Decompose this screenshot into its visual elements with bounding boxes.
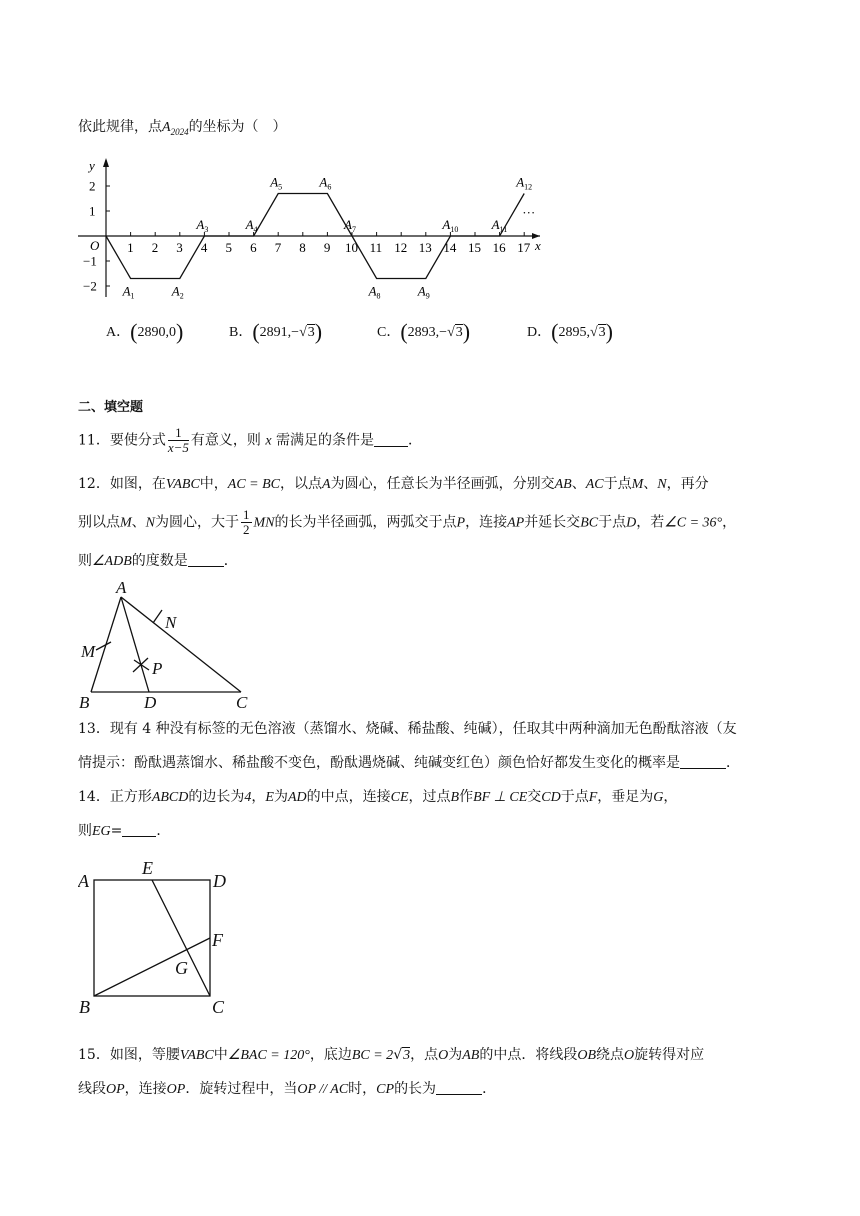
q11-num: 11．要使分式	[78, 432, 166, 449]
q14-text: ，过点	[408, 789, 451, 805]
q12-side-ac	[121, 597, 241, 692]
q15-text: ．旋转过程中，当	[185, 1081, 298, 1097]
q12-frac-den: 2	[243, 522, 250, 537]
point-label-sub: 12	[524, 182, 533, 192]
q14-math: F	[588, 790, 598, 805]
q12-math: M	[120, 515, 132, 531]
q12-math: BC	[580, 515, 599, 531]
x-tick-label: 2	[151, 240, 159, 255]
q11-fraction	[168, 426, 189, 455]
choice-d-label: D．	[527, 325, 552, 340]
q11-answer-blank[interactable]	[374, 432, 408, 447]
q14-math: AD	[287, 790, 307, 805]
q14-text: 的边长为	[188, 789, 245, 805]
q12-text: ，	[722, 514, 737, 531]
q12-text: 、	[131, 514, 146, 531]
point-label-sub: 7	[351, 225, 356, 234]
point-label-a6: $A_6$	[319, 174, 332, 192]
q14-text: ，	[251, 789, 266, 805]
q12-label-c: C	[236, 693, 248, 712]
q15-text: 的中点．将线段	[479, 1047, 578, 1063]
q12-text: 、	[571, 476, 586, 492]
q12-label-n: N	[165, 613, 177, 632]
y-tick-label: 1	[89, 203, 96, 219]
q14-math: BF ⊥ CE	[473, 790, 528, 805]
q12-math: ∠ADB	[92, 554, 132, 569]
q14-line1	[78, 787, 677, 808]
q12-text: 、	[643, 476, 658, 492]
q14-text: ，	[663, 789, 678, 805]
q14-math: 4	[244, 790, 252, 805]
q15-math: BC = 2	[351, 1048, 394, 1063]
q15-text: 中	[213, 1047, 228, 1063]
q14-math: EG	[92, 824, 111, 839]
point-label-sub: 1	[130, 291, 135, 301]
q11-frac-den: x−5	[167, 440, 189, 455]
q15-math: 3	[403, 1048, 411, 1063]
q15-math: O	[438, 1048, 449, 1063]
q15-math: ∠BAC = 120°	[227, 1048, 310, 1063]
choice-c-label: C．	[377, 325, 401, 340]
q12-math: ∠C = 36°	[664, 515, 723, 531]
q12-line3	[78, 551, 238, 572]
q14-line2	[78, 821, 170, 842]
q15-text: 线段	[78, 1081, 106, 1097]
q11-end: ．	[408, 432, 422, 449]
q14-label-e: E	[142, 858, 153, 878]
choice-a-y: 0	[168, 325, 176, 340]
q14-text: 的中点，连接	[306, 789, 391, 805]
q15-math: OP	[166, 1082, 186, 1097]
q12-math: N	[657, 477, 667, 492]
q12-label-d: D	[144, 693, 157, 712]
q10-stem	[78, 117, 287, 142]
q14-text: ．	[156, 823, 171, 839]
q12-math: M	[631, 477, 644, 492]
q14-label-f: F	[212, 930, 223, 950]
q11-var: x	[265, 433, 272, 449]
q14-text: =	[110, 823, 123, 839]
q10-stem-point: A	[162, 120, 171, 135]
q12-text: 的度数是	[131, 553, 188, 569]
x-tick-label: 10	[345, 240, 358, 255]
q12-text: 为圆心，大于	[155, 514, 240, 531]
q12-text: ，若	[636, 514, 665, 531]
choice-c-y: 3	[455, 325, 463, 340]
q12-text: 于点	[603, 476, 632, 492]
q10-stem-suffix: 的坐标为（ ）	[188, 119, 287, 135]
q15-math: OP	[106, 1082, 125, 1097]
q14-math: CD	[541, 790, 561, 805]
q14-text: 为	[273, 789, 288, 805]
q11-frac-num: 1	[168, 426, 189, 441]
q15-answer-blank[interactable]	[436, 1080, 482, 1095]
choice-d-y: 3	[598, 325, 606, 340]
q12-label-p: P	[152, 659, 163, 678]
q10-coordinate-graph	[78, 152, 558, 302]
q13-line1: 13．现有 4 种没有标签的无色溶液（蒸馏水、烧碱、稀盐酸、纯碱），任取其中两种滴加无色酚酞溶液（友	[78, 721, 737, 737]
x-axis-label: x	[535, 238, 541, 253]
q11-tail: 需满足的条件是	[276, 432, 374, 449]
q12-math: A	[322, 477, 331, 492]
q15-text: ，连接	[124, 1081, 167, 1097]
section-title: 二、填空题	[78, 400, 144, 415]
q15-math: OP // AC	[297, 1082, 349, 1097]
ellipsis: …	[522, 201, 536, 217]
y-axis-label: y	[89, 158, 95, 173]
x-tick-label: 16	[492, 240, 506, 255]
point-label-a1: $A_1$	[122, 283, 135, 301]
choice-a-label: A．	[106, 325, 131, 340]
q12-text: ，连接	[465, 514, 508, 531]
q12-math: P	[456, 515, 466, 531]
q15-line2	[78, 1079, 496, 1100]
q15-text: 旋转得对应	[634, 1047, 705, 1063]
q12-arc-n	[153, 610, 162, 623]
q12-line1	[78, 474, 709, 495]
point-label-sub: 11	[499, 225, 508, 234]
x-tick-label: 14	[443, 240, 457, 255]
q12-math: AC	[585, 477, 604, 492]
x-tick-label: 3	[176, 240, 183, 255]
x-tick-label: 6	[250, 240, 257, 255]
q12-text: 则	[78, 553, 92, 569]
q14-math: B	[450, 790, 460, 805]
x-tick-label: 4	[200, 240, 208, 255]
q14-label-a: A	[78, 871, 89, 891]
point-label-a12: $A_{12}$	[516, 174, 533, 192]
q14-text: 交	[527, 789, 542, 805]
choice-c-x: 2893	[407, 325, 436, 340]
q14-answer-blank[interactable]	[122, 822, 156, 837]
q13-text: 情提示：酚酞遇蒸馏水、稀盐酸不变色，酚酞遇烧碱、纯碱变红色）颜色恰好都发生变化的概率是	[78, 755, 680, 771]
point-label-a7: $A_7$	[344, 217, 356, 234]
choice-a-x: 2890	[137, 325, 166, 340]
point-label-sub: 6	[327, 182, 332, 192]
x-tick-label: 9	[323, 240, 331, 255]
q12-label-m: M	[81, 642, 96, 661]
point-label-a8: $A_8$	[368, 283, 381, 301]
point-label-a9: $A_9$	[417, 283, 430, 301]
q14-text: ，垂足为	[597, 789, 654, 805]
q15-math: AB	[462, 1048, 480, 1063]
q12-math: AB	[554, 477, 572, 492]
q14-text: 于点	[560, 789, 589, 805]
q15-text: ，底边	[309, 1047, 352, 1063]
choice-c[interactable]: C．(2893,−√3)	[377, 319, 471, 344]
choice-d[interactable]: D．(2895,√3)	[527, 319, 613, 344]
q12-text: ，再分	[666, 476, 709, 492]
y-axis-arrow	[103, 158, 109, 167]
point-label-sub: 4	[253, 225, 258, 234]
q14-text: 作	[459, 789, 474, 805]
q14-square	[94, 880, 210, 996]
q10-stem-sub: 2024	[170, 126, 189, 137]
q15-math: VABC	[179, 1048, 214, 1063]
y-tick-label: −1	[83, 253, 97, 269]
q14-segment-ce	[152, 880, 210, 996]
point-label-a10: $A_{10}$	[442, 217, 459, 234]
x-tick-label: 11	[369, 240, 383, 255]
q12-math: N	[145, 515, 156, 531]
q12-math: AC = BC	[227, 477, 281, 492]
q12-text: 的长为半径画弧，两弧交于点	[274, 514, 457, 531]
q15-text: 时，	[348, 1081, 377, 1097]
q14-segment-bf	[94, 938, 210, 996]
q15-text: ．	[482, 1081, 497, 1097]
q12-text: 为圆心，任意长为半径画弧，分别交	[330, 476, 555, 492]
y-tick-label: 2	[89, 178, 96, 194]
q11-mid: 有意义，则	[190, 432, 261, 449]
q14-text: 则	[78, 823, 92, 839]
q15-text: 15．如图，等腰	[78, 1047, 180, 1063]
x-tick-label: 5	[225, 240, 232, 255]
q14-math: G	[653, 790, 664, 805]
q14-math: E	[265, 790, 274, 805]
point-label-a2: $A_2$	[171, 283, 184, 301]
q12-text: 12．如图，在	[78, 476, 166, 492]
x-tick-label: 8	[299, 240, 306, 255]
point-label-sub: 8	[376, 291, 381, 301]
q15-math: O	[624, 1048, 635, 1063]
q15-math: OB	[577, 1048, 597, 1063]
choice-b-y: 3	[307, 325, 315, 340]
q14-math: CE	[390, 790, 409, 805]
q15-text: 为	[448, 1047, 463, 1063]
q12-label-a: A	[116, 580, 127, 597]
q15-line1: 15．如图，等腰VABC中∠BAC = 120°，底边BC = 2√3，点O为AB的中点．将线段OB绕点O旋转得对应	[78, 1047, 705, 1063]
q12-frac-num: 1	[243, 507, 250, 522]
q12-fraction	[241, 508, 252, 537]
point-label-sub: 5	[278, 182, 283, 192]
q13-answer-blank[interactable]	[680, 754, 726, 769]
x-tick-label: 15	[468, 240, 481, 255]
choice-b-x: 2891	[259, 325, 288, 340]
q12-label-b: B	[79, 693, 90, 712]
q14-square-figure	[78, 856, 248, 1016]
q12-text: 于点	[598, 514, 627, 531]
point-label-sub: 10	[450, 225, 459, 234]
q12-text: 并延长交	[524, 514, 581, 531]
point-label-a4: $A_4$	[245, 217, 258, 234]
q13-text: ．	[726, 755, 740, 771]
choice-b-label: B．	[229, 325, 253, 340]
q14-label-b: B	[79, 997, 90, 1016]
q15-text: ，点	[410, 1047, 439, 1063]
q10-stem-prefix: 依此规律，点	[78, 119, 162, 135]
point-label-a11: $A_{11}$	[491, 217, 508, 234]
point-label-sub: 2	[179, 291, 184, 301]
x-tick-label: 12	[394, 240, 408, 255]
q15-text: 的长为	[394, 1081, 437, 1097]
q15-text: 绕点	[596, 1047, 625, 1063]
q12-text: 别以点	[78, 514, 120, 531]
q12-math: VABC	[165, 477, 200, 492]
point-label-sub: 3	[204, 225, 209, 234]
q14-label-d: D	[213, 871, 226, 891]
q14-math: ABCD	[151, 790, 189, 805]
q14-label-c: C	[212, 997, 225, 1016]
choice-a[interactable]: A．(2890,0)	[106, 319, 184, 344]
q12-math: AP	[507, 515, 525, 531]
q12-segment-ad	[121, 597, 149, 692]
choice-b[interactable]: B．(2891,−√3)	[229, 319, 323, 344]
x-tick-label: 1	[127, 240, 134, 255]
point-label-a3: $A_3$	[196, 217, 209, 234]
q12-text: 中，	[199, 476, 228, 492]
q12-text: ，以点	[280, 476, 323, 492]
q13-line2	[78, 753, 740, 773]
x-tick-label: 13	[418, 240, 432, 255]
q12-arc-m	[96, 642, 111, 650]
x-tick-label: 7	[274, 240, 282, 255]
point-label-a5: $A_5$	[270, 174, 283, 192]
x-tick-label: 17	[517, 240, 531, 255]
q12-answer-blank[interactable]	[188, 552, 224, 567]
y-tick-label: −2	[83, 278, 97, 294]
point-label-sub: 9	[425, 291, 430, 301]
q12-text: ．	[223, 553, 238, 569]
q14-text: 14．正方形	[78, 789, 152, 805]
q12-math: MN	[253, 515, 275, 531]
q12-line2	[78, 508, 736, 537]
q14-label-g: G	[175, 958, 188, 978]
origin-label: O	[90, 238, 100, 253]
q12-math: D	[626, 515, 637, 531]
q11	[78, 426, 422, 455]
q12-triangle-figure	[78, 580, 268, 712]
q15-math: CP	[376, 1082, 395, 1097]
choice-d-x: 2895	[558, 325, 587, 340]
